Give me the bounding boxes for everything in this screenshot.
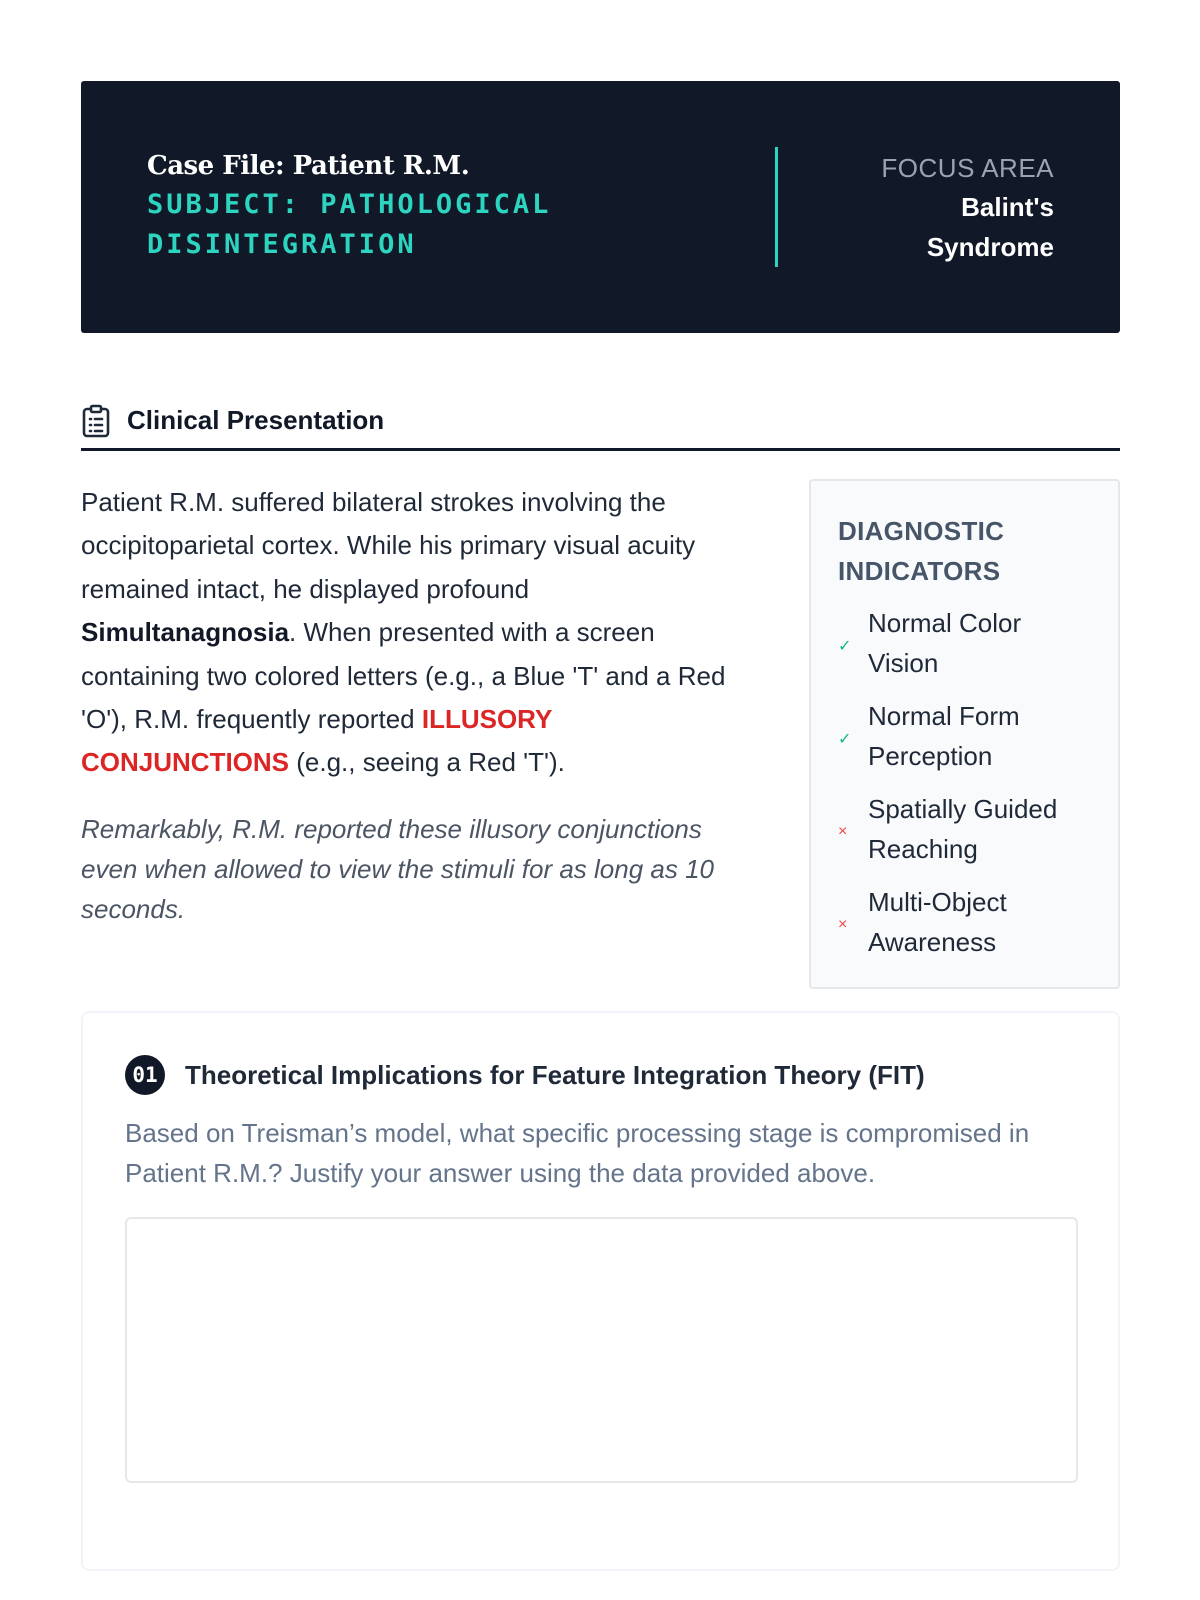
indicator-label xyxy=(868,789,1057,869)
focus-area-value-line1: Balint's xyxy=(961,192,1054,222)
answer-textarea[interactable] xyxy=(125,1217,1078,1483)
clinical-text-part1: Patient R.M. suffered bilateral strokes involving the occipitoparietal cortex. While his primary visual acuity remained intact, he displayed profound xyxy=(81,487,696,604)
focus-area-value xyxy=(814,187,1054,267)
question-number-badge: 01 xyxy=(125,1055,165,1095)
question-prompt: Based on Treisman’s model, what specific processing stage is compromised in Patient R.M.? Justify your answer using the data provided above. xyxy=(125,1118,1030,1188)
clinical-presentation-heading xyxy=(81,403,1120,451)
focus-area-label: FOCUS AREA xyxy=(881,153,1054,183)
indicator-label-line1: Normal Color xyxy=(868,608,1022,638)
clinical-text-part2: . When presented with a screen containing two colored letters (e.g., a Blue 'T' and a Red 'O'), R.M. frequently reported xyxy=(81,617,726,735)
indicator-label xyxy=(868,882,1007,962)
indicator-label-line1: Normal Form xyxy=(868,701,1020,731)
case-title: Case File: Patient R.M. xyxy=(147,151,470,181)
indicator-item xyxy=(838,882,1092,962)
check-icon: ✓ xyxy=(838,731,852,748)
indicator-label-line1: Spatially Guided xyxy=(868,794,1058,824)
indicator-item xyxy=(838,603,1092,683)
indicator-label-line2: Perception xyxy=(868,741,993,771)
indicator-label-line2: Reaching xyxy=(868,834,978,864)
clinical-description xyxy=(81,481,741,929)
cross-icon: × xyxy=(838,916,848,933)
case-subject-line1: SUBJECT: PATHOLOGICAL xyxy=(147,189,552,220)
banner-divider xyxy=(775,147,778,267)
diag-title-line1: DIAGNOSTIC xyxy=(838,516,1005,546)
cross-icon: × xyxy=(838,823,848,840)
page xyxy=(81,81,1120,1571)
illusory-conjunctions-alert: ILLUSORY CONJUNCTIONS xyxy=(81,704,552,778)
simultanagnosia-term: Simultanagnosia xyxy=(81,617,290,648)
case-header-banner xyxy=(81,81,1120,333)
section-title: Clinical Presentation xyxy=(127,405,385,435)
indicator-item xyxy=(838,789,1092,869)
case-subject xyxy=(147,185,707,265)
diagnostic-indicators-title xyxy=(838,511,1092,591)
focus-area-value-line2: Syndrome xyxy=(926,232,1054,262)
clipboard-list-icon xyxy=(81,404,111,438)
indicator-item xyxy=(838,696,1092,776)
indicator-label xyxy=(868,603,1021,683)
case-info xyxy=(147,149,707,265)
indicator-label xyxy=(868,696,1020,776)
diag-title-line2: INDICATORS xyxy=(838,556,1001,586)
question-card xyxy=(81,1011,1120,1571)
clinical-text-part3: (e.g., seeing a Red 'T'). xyxy=(289,747,565,778)
check-icon: ✓ xyxy=(838,638,852,655)
clinical-paragraph xyxy=(81,481,741,785)
indicator-label-line1: Multi-Object xyxy=(868,887,1007,917)
diagnostic-indicators-card xyxy=(809,479,1120,989)
focus-area xyxy=(814,151,1054,267)
case-subject-line2: DISINTEGRATION xyxy=(147,229,417,260)
question-heading xyxy=(125,1053,1076,1097)
clinical-note: Remarkably, R.M. reported these illusory conjunctions even when allowed to view the stimuli for as long as 10 seconds. xyxy=(81,813,715,924)
clinical-row xyxy=(81,451,1120,961)
indicator-label-line2: Vision xyxy=(868,648,939,678)
question-title: Theoretical Implications for Feature Integration Theory (FIT) xyxy=(185,1059,925,1090)
indicator-label-line2: Awareness xyxy=(868,927,997,957)
